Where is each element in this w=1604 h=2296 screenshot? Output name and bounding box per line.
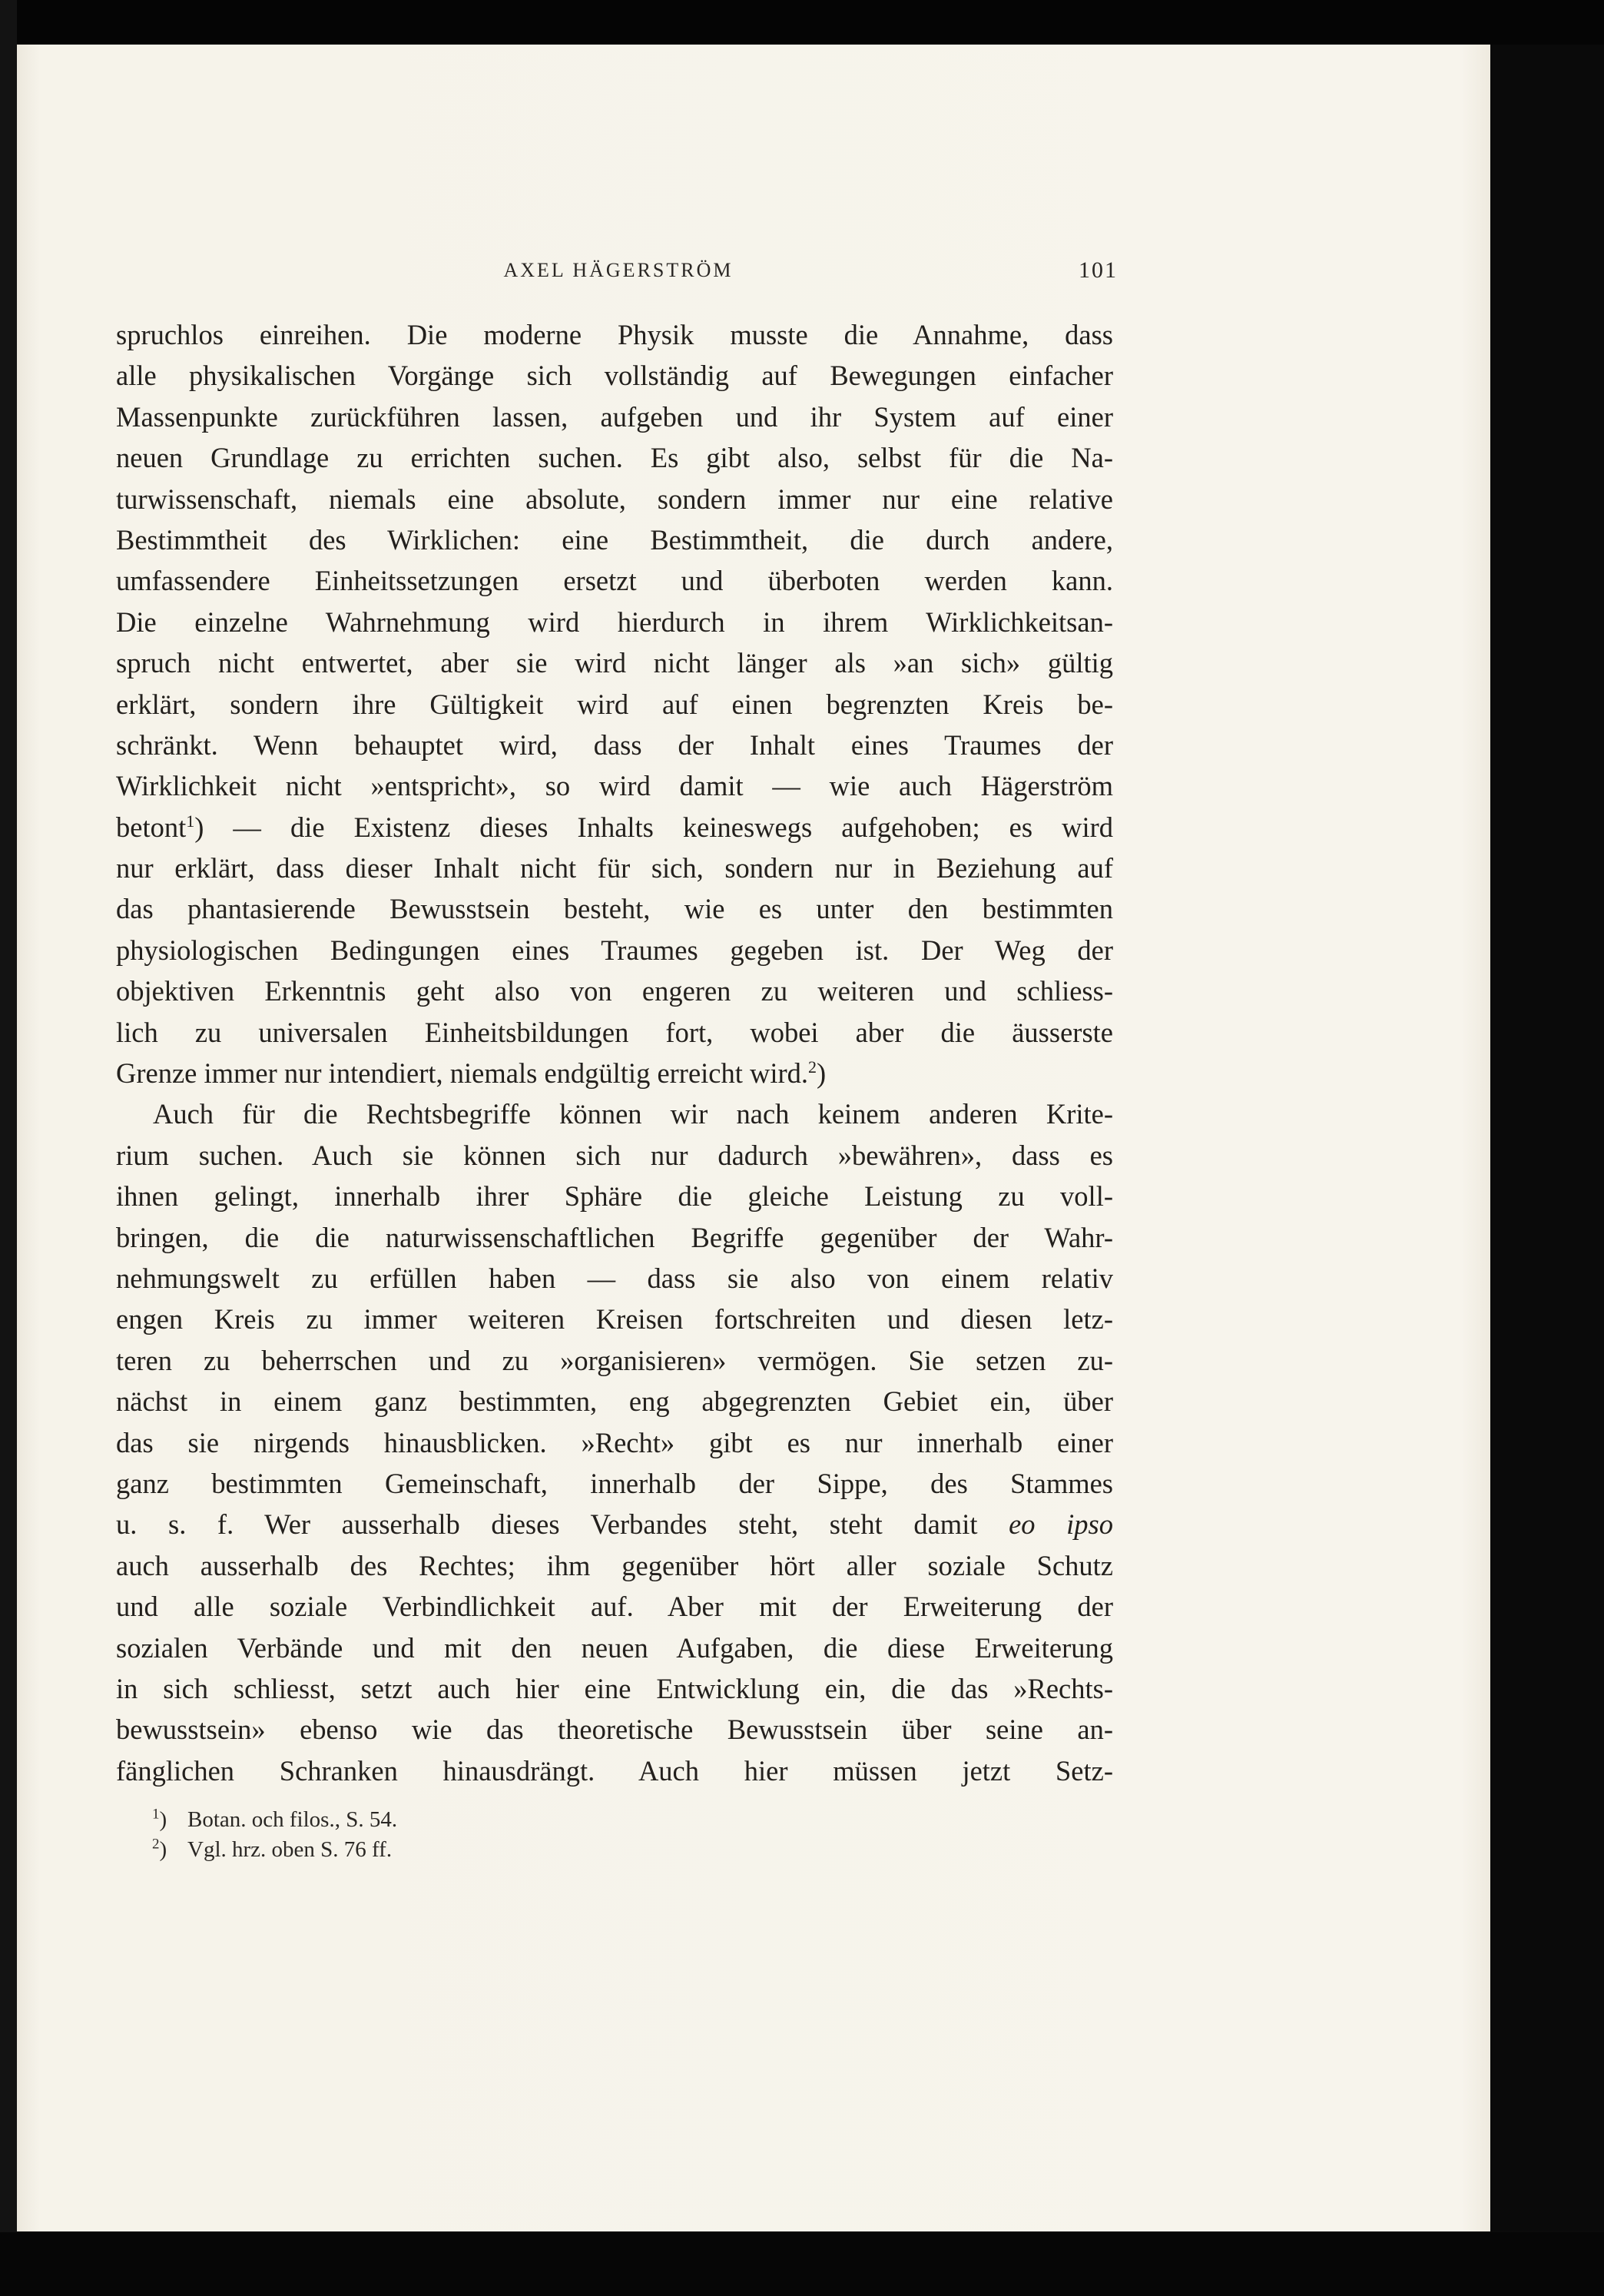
text-fragment: u. s. f. Wer ausserhalb dieses Verbandes steht, steht damit <box>116 1508 1009 1541</box>
text-fragment: Grenze immer nur intendiert, niemals endgültig erreicht wird. <box>116 1057 809 1090</box>
scan-border-bottom <box>0 2232 1604 2296</box>
footnote-mark <box>152 1805 187 1835</box>
footnote-text: Botan. och filos., S. 54. <box>187 1807 398 1832</box>
text-line: neuen Grundlage zu errichten suchen. Es gibt also, selbst für die Na- <box>116 442 1113 474</box>
footnote-number: 1 <box>152 1806 160 1823</box>
footnotes <box>152 1805 767 1865</box>
footnote-ref-2-close: ) <box>817 1057 827 1090</box>
text-line: turwissenschaft, niemals eine absolute, sondern immer nur eine relative <box>116 483 1113 515</box>
text-line <box>116 1053 1113 1093</box>
scan-border-right <box>1490 45 1604 2231</box>
footnote-mark-close: ) <box>159 1807 167 1832</box>
text-line: teren zu beherrschen und zu »organisieren» vermögen. Sie setzen zu- <box>116 1344 1113 1376</box>
text-line: bewusstsein» ebenso wie das theoretische Bewusstsein über seine an- <box>116 1714 1113 1746</box>
footnote-ref-2[interactable]: 2 <box>808 1057 817 1077</box>
text-line: fänglichen Schranken hinausdrängt. Auch hier müssen jetzt Setz- <box>116 1754 1113 1787</box>
scan-border-left <box>0 0 17 2296</box>
text-line: Wirklichkeit nicht »entspricht», so wird damit — wie auch Hägerström <box>116 770 1113 802</box>
text-line: in sich schliesst, setzt auch hier eine Entwicklung ein, die das »Rechts- <box>116 1672 1113 1704</box>
text-line: nächst in einem ganz bestimmten, eng abgegrenzten Gebiet ein, über <box>116 1385 1113 1418</box>
text-line: bringen, die die naturwissenschaftlichen Begriffe gegenüber der Wahr- <box>116 1221 1113 1253</box>
text-line: Die einzelne Wahrnehmung wird hierdurch in ihrem Wirklichkeitsan- <box>116 606 1113 638</box>
text-line: spruchlos einreihen. Die moderne Physik musste die Annahme, dass <box>116 319 1113 350</box>
body-text <box>116 314 1113 1791</box>
text-line: engen Kreis zu immer weiteren Kreisen fortschreiten und diesen letz- <box>116 1303 1113 1335</box>
italic-phrase: eo ipso <box>1009 1508 1114 1541</box>
text-line: ganz bestimmten Gemeinschaft, innerhalb der Sippe, des Stammes <box>116 1467 1113 1499</box>
footnote-text: Vgl. hrz. oben S. 76 ff. <box>187 1837 393 1862</box>
text-line: Auch für die Rechtsbegriffe können wir nach keinem anderen Krite- <box>153 1098 1113 1130</box>
text-line: und alle soziale Verbindlichkeit auf. Aber mit der Erweiterung der <box>116 1591 1113 1623</box>
scan-border-top <box>0 0 1604 46</box>
text-fragment: — die Existenz dieses Inhalts keineswegs aufgehoben; es wird <box>204 811 1113 843</box>
running-title: AXEL HÄGERSTRÖM <box>503 259 734 281</box>
text-line: alle physikalischen Vorgänge sich vollständig auf Bewegungen einfacher <box>116 360 1113 392</box>
text-line <box>116 1504 1113 1544</box>
text-line: rium suchen. Auch sie können sich nur dadurch »bewähren», dass es <box>116 1139 1113 1171</box>
text-line: das sie nirgends hinausblicken. »Recht» gibt es nur innerhalb einer <box>116 1426 1113 1458</box>
text-line: objektiven Erkenntnis geht also von engeren zu weiteren und schliess- <box>116 975 1113 1007</box>
text-line: nehmungswelt zu erfüllen haben — dass sie also von einem relativ <box>116 1262 1113 1294</box>
footnote-2 <box>152 1835 767 1865</box>
footnote-mark <box>152 1835 187 1865</box>
text-line <box>116 807 1113 848</box>
page-number: 101 <box>1079 257 1118 283</box>
text-line: umfassendere Einheitssetzungen ersetzt und überboten werden kann. <box>116 565 1113 597</box>
text-line: nur erklärt, dass dieser Inhalt nicht für sich, sondern nur in Beziehung auf <box>116 852 1113 884</box>
text-line: ihnen gelingt, innerhalb ihrer Sphäre die gleiche Leistung zu voll- <box>116 1180 1113 1213</box>
footnote-ref-1[interactable]: 1 <box>186 811 195 831</box>
text-fragment: betont <box>116 811 187 843</box>
text-line: erklärt, sondern ihre Gültigkeit wird auf einen begrenzten Kreis be- <box>116 688 1113 720</box>
text-line: Bestimmtheit des Wirklichen: eine Bestimmtheit, die durch andere, <box>116 523 1113 556</box>
text-line: physiologischen Bedingungen eines Traumes gegeben ist. Der Weg der <box>116 934 1113 966</box>
text-line: auch ausserhalb des Rechtes; ihm gegenüber hört aller soziale Schutz <box>116 1549 1113 1581</box>
footnote-mark-close: ) <box>159 1837 167 1862</box>
running-header <box>119 254 1118 287</box>
footnote-number: 2 <box>152 1836 160 1853</box>
text-line: schränkt. Wenn behauptet wird, dass der Inhalt eines Traumes der <box>116 728 1113 761</box>
text-line: spruch nicht entwertet, aber sie wird nicht länger als »an sich» gültig <box>116 647 1113 679</box>
text-line: Massenpunkte zurückführen lassen, aufgeben und ihr System auf einer <box>116 400 1113 433</box>
text-line: sozialen Verbände und mit den neuen Aufgaben, die diese Erweiterung <box>116 1631 1113 1664</box>
footnote-ref-1-close: ) <box>194 811 204 843</box>
text-line: lich zu universalen Einheitsbildungen fort, wobei aber die äusserste <box>116 1016 1113 1048</box>
footnote-1 <box>152 1805 767 1835</box>
text-line: das phantasierende Bewusstsein besteht, wie es unter den bestimmten <box>116 893 1113 925</box>
